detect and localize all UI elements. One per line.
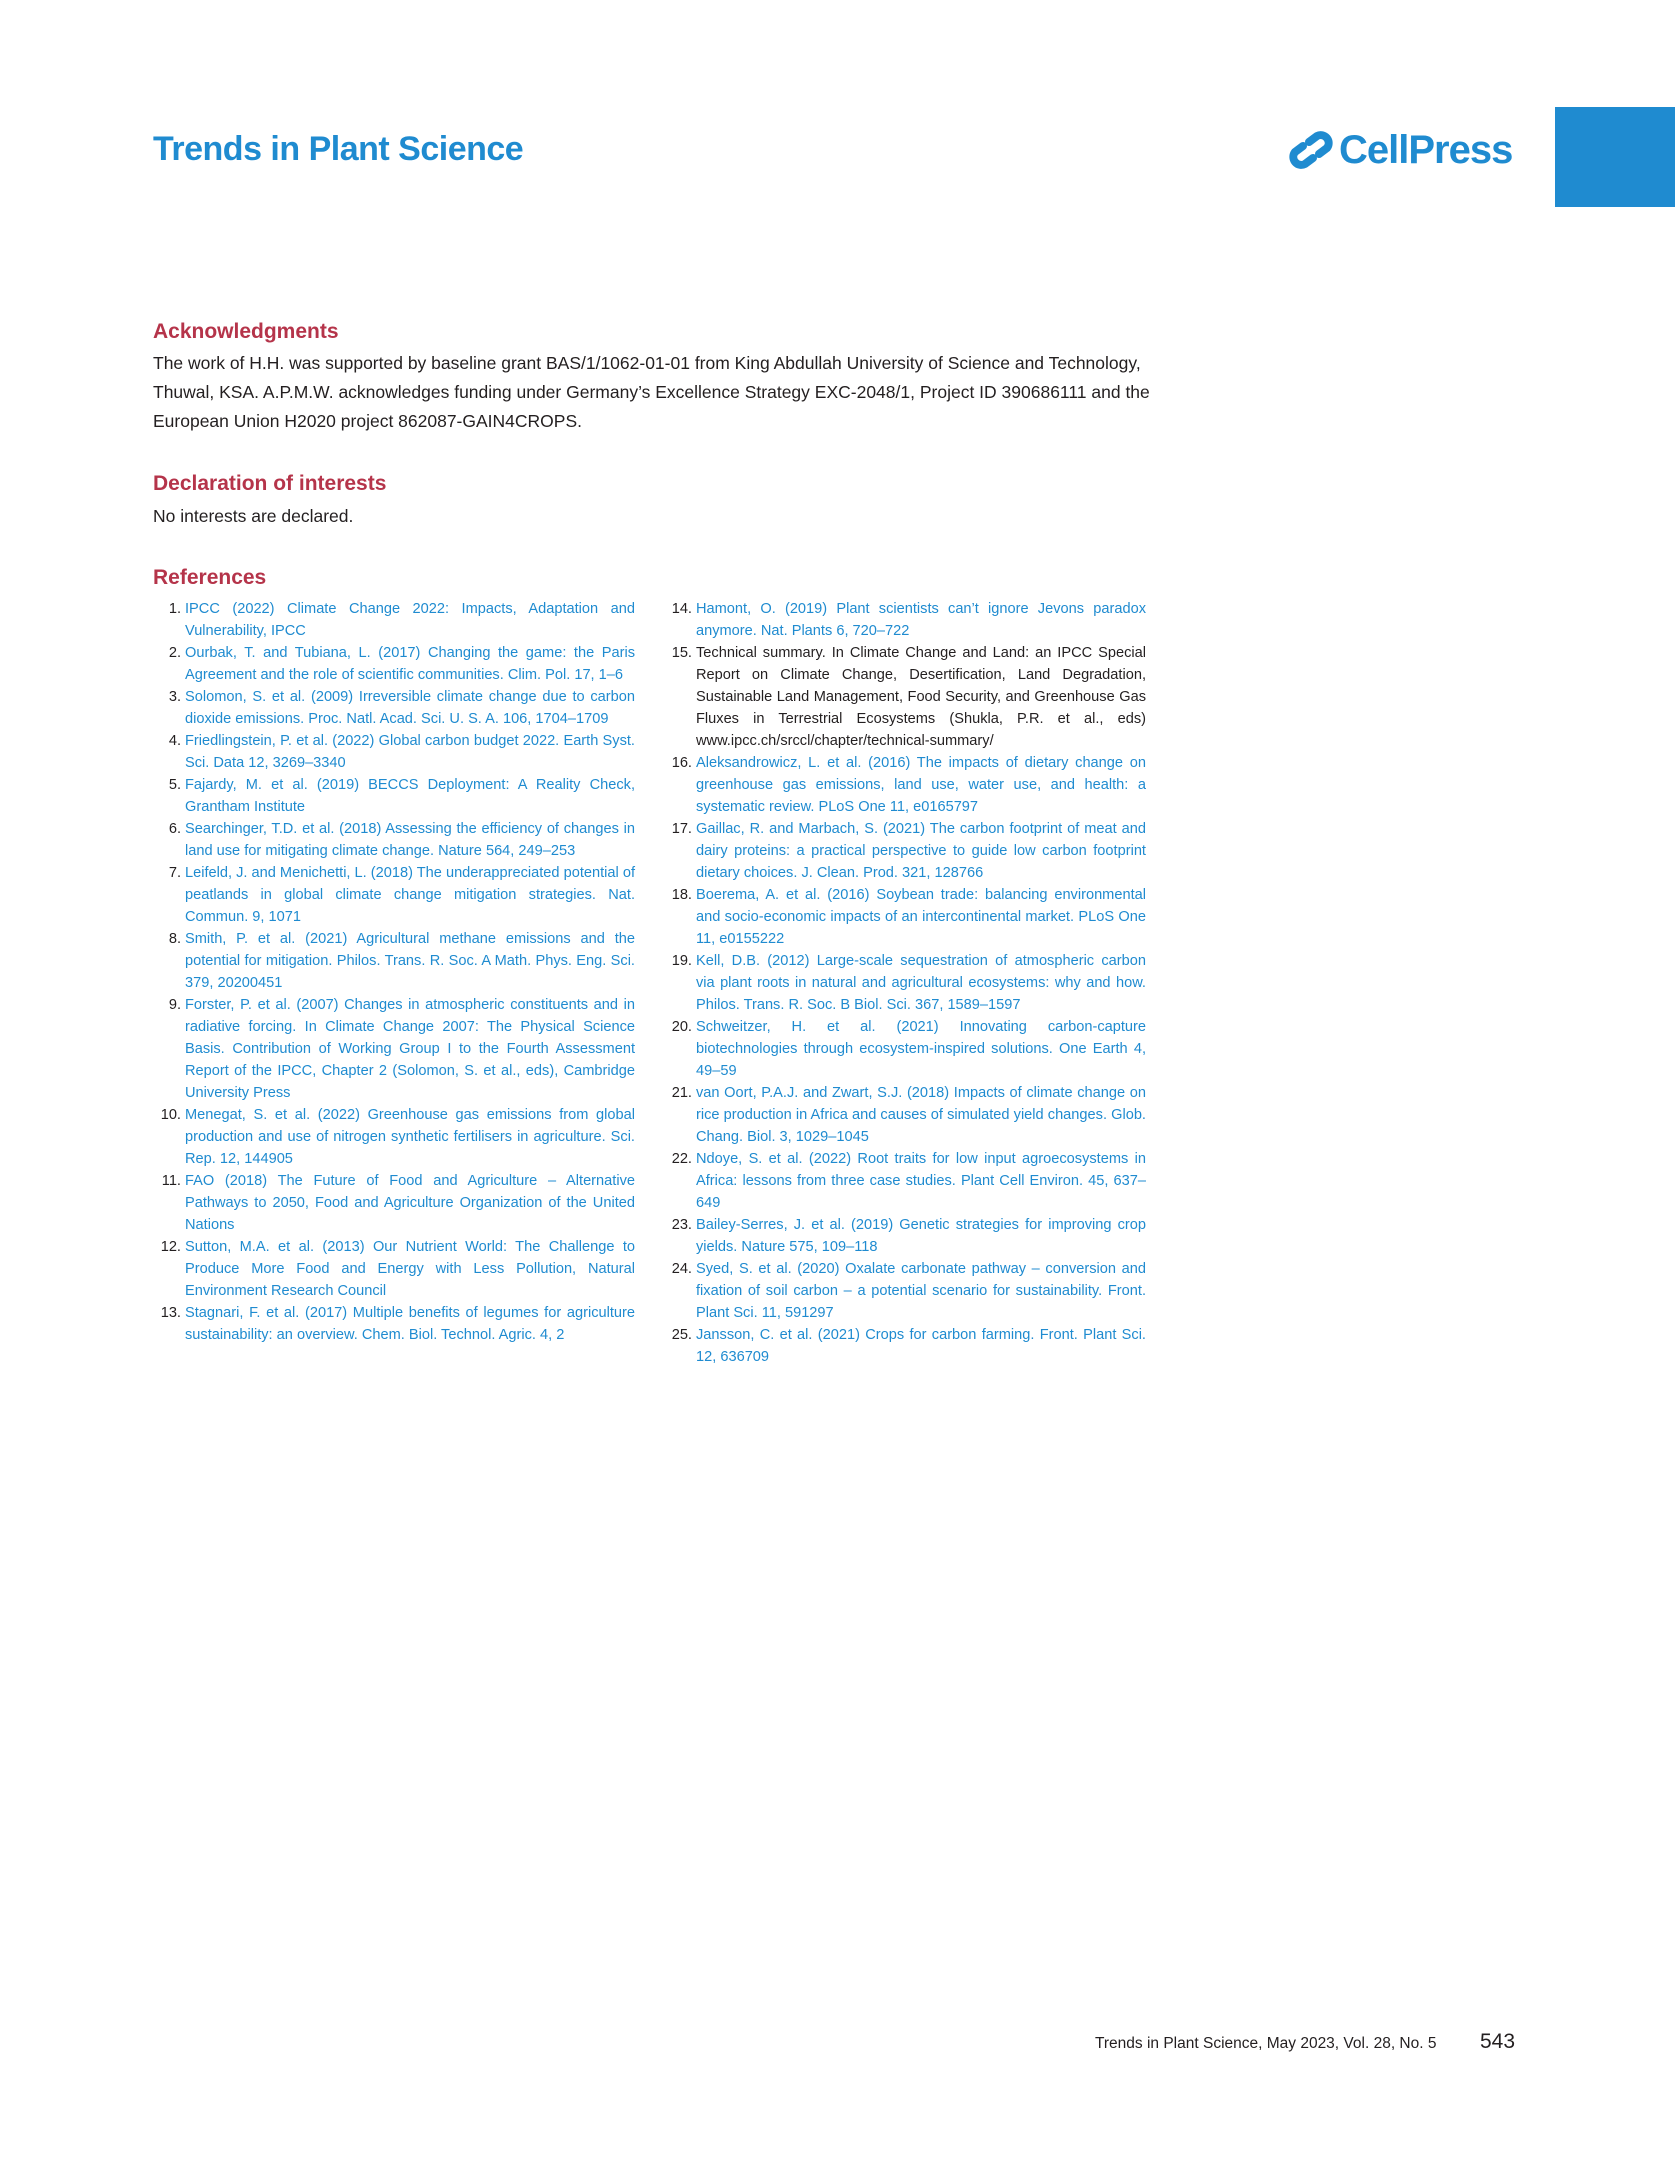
reference-item[interactable]: 5. Fajardy, M. et al. (2019) BECCS Deployment: A Reality Check, Grantham Institute [168,777,635,815]
footer-citation: Trends in Plant Science, May 2023, Vol. 28, No. 5 [1095,2035,1437,2052]
reference-item[interactable]: 10. Menegat, S. et al. (2022) Greenhouse gas emissions from global production and use of nitrogen synthetic fertilisers in agriculture. Sci. Rep. 12, 144905 [160,1107,635,1167]
journal-title: Trends in Plant Science [153,130,524,168]
reference-item[interactable]: 2. Ourbak, T. and Tubiana, L. (2017) Changing the game: the Paris Agreement and the role of scientific communities. Clim. Pol. 17, 1–6 [168,645,635,683]
reference-item[interactable]: 24. Syed, S. et al. (2020) Oxalate carbonate pathway – conversion and fixation of soil carbon – a potential scenario for sustainability. Front. Plant Sci. 11, 591297 [671,1261,1146,1321]
reference-item[interactable]: 16. Aleksandrowicz, L. et al. (2016) The impacts of dietary change on greenhouse gas emissions, land use, water use, and health: a systematic review. PLoS One 11, e0165797 [671,755,1146,815]
reference-item[interactable]: 14. Hamont, O. (2019) Plant scientists can’t ignore Jevons paradox anymore. Nat. Plants 6, 720–722 [671,601,1146,639]
cellpress-link-icon [1287,128,1335,172]
reference-item[interactable]: 4. Friedlingstein, P. et al. (2022) Global carbon budget 2022. Earth Syst. Sci. Data 12, 3269–3340 [168,733,635,771]
reference-item[interactable]: 8. Smith, P. et al. (2021) Agricultural methane emissions and the potential for mitigation. Philos. Trans. R. Soc. A Math. Phys. Eng. Sci. 379, 20200451 [168,931,635,991]
page-number: 543 [1480,2030,1516,2053]
references-right-column [666,598,1146,1368]
reference-item[interactable]: 18. Boerema, A. et al. (2016) Soybean trade: balancing environmental and socio-economic impacts of an intercontinental market. PLoS One 11, e0155222 [671,887,1146,947]
reference-item[interactable]: 9. Forster, P. et al. (2007) Changes in atmospheric constituents and in radiative forcing. In Climate Change 2007: The Physical Science Basis. Contribution of Working Group I to the Fourth Assessment Report of the IPCC, Chapter 2 (Solomon, S. et al., eds), Cambridge University Press [168,997,635,1101]
reference-item[interactable]: 1. IPCC (2022) Climate Change 2022: Impacts, Adaptation and Vulnerability, IPCC [168,601,635,639]
reference-item[interactable]: 23. Bailey-Serres, J. et al. (2019) Genetic strategies for improving crop yields. Nature 575, 109–118 [671,1217,1146,1255]
logo-text: CellPress [1339,127,1513,172]
reference-item[interactable]: 6. Searchinger, T.D. et al. (2018) Assessing the efficiency of changes in land use for mitigating climate change. Nature 564, 249–253 [168,821,635,859]
reference-item[interactable]: 22. Ndoye, S. et al. (2022) Root traits for low input agroecosystems in Africa: lessons from three case studies. Plant Cell Environ. 45, 637–649 [671,1151,1146,1211]
reference-item[interactable]: 25. Jansson, C. et al. (2021) Crops for carbon farming. Front. Plant Sci. 12, 636709 [671,1327,1146,1365]
reference-item[interactable]: 7. Leifeld, J. and Menichetti, L. (2018) The underappreciated potential of peatlands in global climate change mitigation strategies. Nat. Commun. 9, 1071 [168,865,635,925]
reference-item[interactable]: 11. FAO (2018) The Future of Food and Agriculture – Alternative Pathways to 2050, Food and Agriculture Organization of the United Nations [161,1173,635,1233]
reference-item[interactable]: 19. Kell, D.B. (2012) Large-scale sequestration of atmospheric carbon via plant roots in natural and agricultural ecosystems: why and how. Philos. Trans. R. Soc. B Biol. Sci. 367, 1589–1597 [671,953,1146,1013]
reference-item[interactable]: 12. Sutton, M.A. et al. (2013) Our Nutrient World: The Challenge to Produce More Food and Energy with Less Pollution, Natural Environment Research Council [160,1239,635,1299]
corner-tab [1555,107,1675,207]
acknowledgments-heading: Acknowledgments [153,320,339,343]
references-left-column [155,598,635,1346]
reference-item[interactable]: 3. Solomon, S. et al. (2009) Irreversible climate change due to carbon dioxide emissions. Proc. Natl. Acad. Sci. U. S. A. 106, 1704–1709 [168,689,635,727]
reference-item[interactable]: 21. van Oort, P.A.J. and Zwart, S.J. (2018) Impacts of climate change on rice production in Africa and causes of simulated yield changes. Glob. Chang. Biol. 3, 1029–1045 [671,1085,1146,1145]
reference-item[interactable]: 13. Stagnari, F. et al. (2017) Multiple benefits of legumes for agriculture sustainability: an overview. Chem. Biol. Technol. Agric. 4, 2 [160,1305,635,1343]
references-heading: References [153,566,267,589]
reference-item[interactable]: 15. Technical summary. In Climate Change and Land: an IPCC Special Report on Climate Change, Desertification, Land Degradation, Sustainable Land Management, Food Security, and Greenhouse Gas Fluxes in Terrestrial Ecosystems (Shukla, P.R. et al., eds) www.ipcc.ch/srccl/chapter/technical-summary/ [671,645,1146,749]
declaration-text: No interests are declared. [153,506,354,526]
reference-item[interactable]: 20. Schweitzer, H. et al. (2021) Innovating carbon-capture biotechnologies through ecosystem-inspired solutions. One Earth 4, 49–59 [671,1019,1146,1079]
reference-item[interactable]: 17. Gaillac, R. and Marbach, S. (2021) The carbon footprint of meat and dairy proteins: a practical perspective to guide low carbon footprint dietary choices. J. Clean. Prod. 321, 128766 [671,821,1146,881]
cellpress-logo [1287,128,1512,172]
acknowledgments-text: The work of H.H. was supported by baseline grant BAS/1/1062-01-01 from King Abdullah University of Science and Technology, Thuwal, KSA. A.P.M.W. acknowledges funding under Germany’s Excellence Strategy EXC-2048/1, Project ID 390686111 and the European Union H2020 project 862087-GAIN4CROPS. [153,353,1150,431]
declaration-heading: Declaration of interests [153,472,387,495]
